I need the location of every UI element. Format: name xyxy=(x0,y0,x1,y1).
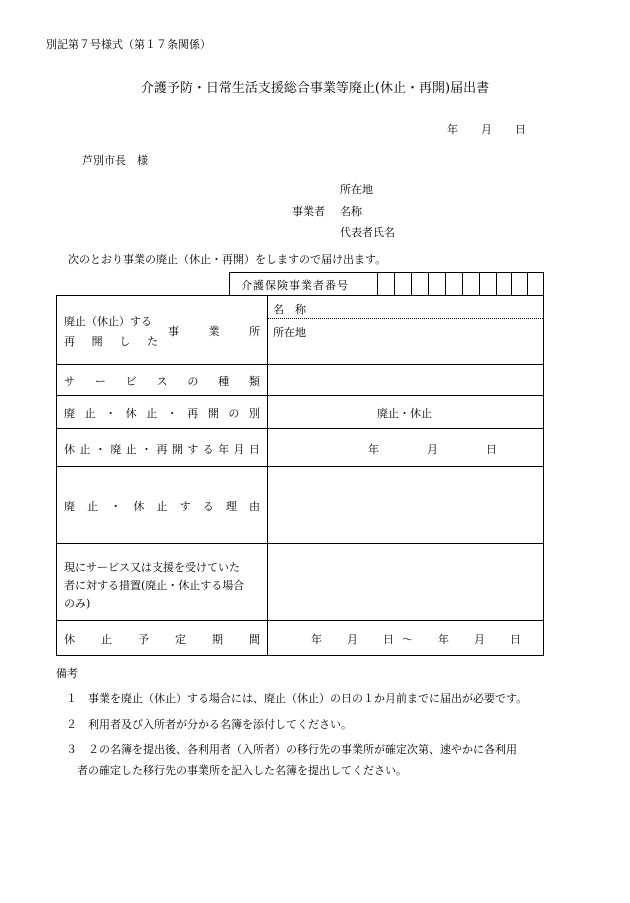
applicant-label: 事業者 xyxy=(292,205,325,218)
row1-address-label: 所在地 xyxy=(273,326,306,339)
remarks-heading: 備考 xyxy=(56,667,78,680)
page-title: 介護予防・日常生活支援総合事業等廃止(休止・再開)届出書 xyxy=(140,81,490,96)
remark-note-3: ３ ２の名簿を提出後、各利用者（入所者）の移行先の事業所が確定次第、速やかに各利用 xyxy=(66,743,517,756)
applicant-address-label: 所在地 xyxy=(340,183,373,196)
row2-label-service-type: サ ー ビ ス の 種 類 xyxy=(64,375,260,388)
row7-year-start: 年 xyxy=(311,633,322,646)
date-year: 年 xyxy=(447,123,458,136)
provider-number-label: 介護保険事業者番号 xyxy=(241,279,349,292)
remark-note-2: ２ 利用者及び入所者が分かる名簿を添付してください。 xyxy=(66,718,352,731)
row7-month-start: 月 xyxy=(347,633,358,646)
row4-day: 日 xyxy=(486,443,497,456)
row7-day-start: 日 xyxy=(383,633,394,646)
row6-label-line3: のみ) xyxy=(64,597,91,610)
row1-label-c: 事 業 所 xyxy=(168,325,260,338)
remark-note-1: １ 事業を廃止（休止）する場合には、廃止（休止）の日の１か月前までに届出が必要です。 xyxy=(66,692,528,705)
row3-label-category: 廃 止 ・ 休 止 ・ 再 開 の 別 xyxy=(64,407,260,420)
remark-note-3-cont: 者の確定した移行先の事業所を記入した名簿を提出してください。 xyxy=(77,764,407,777)
row1-name-label: 名 称 xyxy=(273,303,306,316)
row7-tilde: ～ xyxy=(402,633,413,646)
statement: 次のとおり事業の廃止（休止・再開）をしますので届け出ます。 xyxy=(68,253,387,266)
applicant-name-label: 名称 xyxy=(340,205,362,218)
row1-label-b: 再 開 し た xyxy=(64,335,158,348)
row4-label-date: 休 止 ・ 廃 止 ・ 再 開 す る 年 月 日 xyxy=(64,443,260,456)
addressee: 芦別市長 様 xyxy=(82,154,148,167)
date-day: 日 xyxy=(515,123,526,136)
form-id: 別記第７号様式（第１７条関係） xyxy=(46,38,211,51)
row3-value: 廃止・休止 xyxy=(377,407,432,420)
row4-year: 年 xyxy=(368,443,379,456)
row7-label-period: 休 止 予 定 期 間 xyxy=(64,633,260,646)
row7-month-end: 月 xyxy=(474,633,485,646)
row4-month: 月 xyxy=(427,443,438,456)
row6-label-line1: 現にサービス又は支援を受けていた xyxy=(64,561,240,574)
row7-day-end: 日 xyxy=(510,633,521,646)
date-month: 月 xyxy=(481,123,492,136)
row5-label-reason: 廃 止 ・ 休 止 す る 理 由 xyxy=(64,500,260,513)
row1-label-a: 廃止（休止）する xyxy=(64,315,152,328)
row7-year-end: 年 xyxy=(438,633,449,646)
applicant-representative-label: 代表者氏名 xyxy=(340,226,395,239)
row6-label-line2: 者に対する措置(廃止・休止する場合 xyxy=(64,579,245,592)
